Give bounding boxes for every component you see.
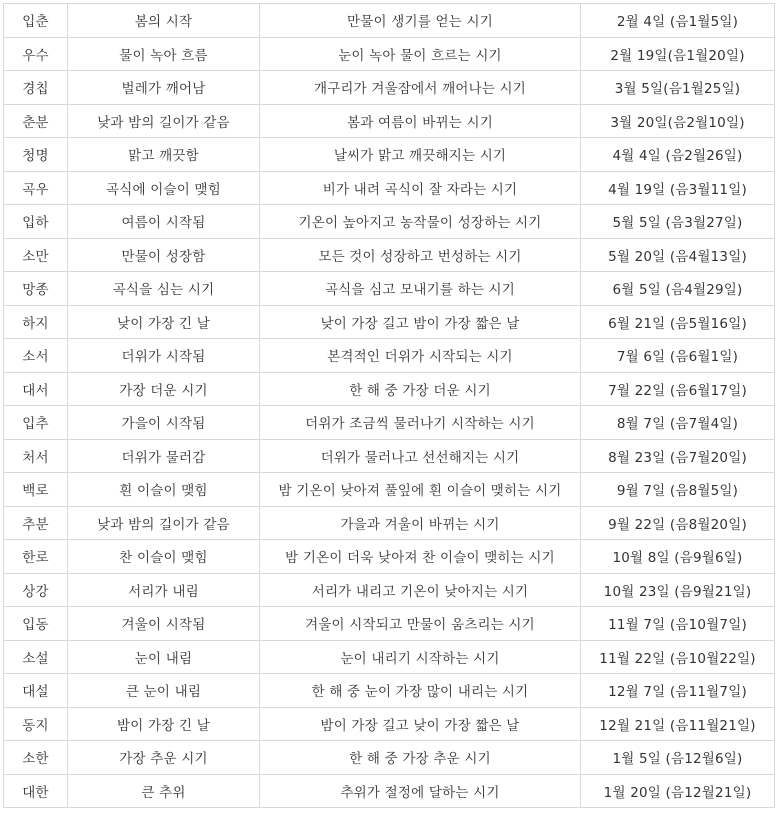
term-description-cell: 눈이 녹아 물이 흐르는 시기 <box>260 37 581 71</box>
table-row <box>4 205 775 239</box>
term-name-cell: 백로 <box>4 473 68 507</box>
term-name-cell: 소설 <box>4 640 68 674</box>
term-meaning-cell: 만물이 성장함 <box>68 238 260 272</box>
term-description-cell: 낮이 가장 길고 밤이 가장 짧은 날 <box>260 305 581 339</box>
term-date-cell: 11월 7일 (음10월7일) <box>581 607 775 641</box>
term-date-cell: 11월 22일 (음10월22일) <box>581 640 775 674</box>
term-date-cell: 2월 19일(음1월20일) <box>581 37 775 71</box>
table-row <box>4 674 775 708</box>
table-row <box>4 305 775 339</box>
term-description-cell: 밤 기온이 낮아져 풀잎에 흰 이슬이 맺히는 시기 <box>260 473 581 507</box>
term-description-cell: 밤 기온이 더욱 낮아져 찬 이슬이 맺히는 시기 <box>260 540 581 574</box>
term-date-cell: 3월 20일(음2월10일) <box>581 104 775 138</box>
term-description-cell: 서리가 내리고 기온이 낮아지는 시기 <box>260 573 581 607</box>
term-description-cell: 눈이 내리기 시작하는 시기 <box>260 640 581 674</box>
term-meaning-cell: 눈이 내림 <box>68 640 260 674</box>
table-row <box>4 37 775 71</box>
term-description-cell: 한 해 중 가장 더운 시기 <box>260 372 581 406</box>
term-meaning-cell: 곡식을 심는 시기 <box>68 272 260 306</box>
term-name-cell: 망종 <box>4 272 68 306</box>
term-meaning-cell: 봄의 시작 <box>68 4 260 38</box>
term-description-cell: 날씨가 맑고 깨끗해지는 시기 <box>260 138 581 172</box>
term-date-cell: 8월 23일 (음7월20일) <box>581 439 775 473</box>
table-row <box>4 138 775 172</box>
term-description-cell: 기온이 높아지고 농작물이 성장하는 시기 <box>260 205 581 239</box>
term-name-cell: 한로 <box>4 540 68 574</box>
term-date-cell: 3월 5일(음1월25일) <box>581 71 775 105</box>
term-meaning-cell: 낮과 밤의 길이가 같음 <box>68 506 260 540</box>
term-date-cell: 9월 22일 (음8월20일) <box>581 506 775 540</box>
term-date-cell: 8월 7일 (음7월4일) <box>581 406 775 440</box>
term-name-cell: 대설 <box>4 674 68 708</box>
term-name-cell: 소한 <box>4 741 68 775</box>
table-row <box>4 741 775 775</box>
term-date-cell: 7월 6일 (음6월1일) <box>581 339 775 373</box>
term-description-cell: 본격적인 더위가 시작되는 시기 <box>260 339 581 373</box>
term-description-cell: 곡식을 심고 모내기를 하는 시기 <box>260 272 581 306</box>
term-meaning-cell: 벌레가 깨어남 <box>68 71 260 105</box>
term-name-cell: 입춘 <box>4 4 68 38</box>
table-row <box>4 473 775 507</box>
table-row <box>4 707 775 741</box>
term-description-cell: 더위가 조금씩 물러나기 시작하는 시기 <box>260 406 581 440</box>
term-description-cell: 봄과 여름이 바뀌는 시기 <box>260 104 581 138</box>
term-name-cell: 곡우 <box>4 171 68 205</box>
term-meaning-cell: 낮이 가장 긴 날 <box>68 305 260 339</box>
term-date-cell: 1월 20일 (음12월21일) <box>581 774 775 808</box>
term-meaning-cell: 찬 이슬이 맺힘 <box>68 540 260 574</box>
term-meaning-cell: 더위가 시작됨 <box>68 339 260 373</box>
term-meaning-cell: 낮과 밤의 길이가 같음 <box>68 104 260 138</box>
term-date-cell: 10월 23일 (음9월21일) <box>581 573 775 607</box>
table-row <box>4 607 775 641</box>
term-name-cell: 청명 <box>4 138 68 172</box>
term-name-cell: 경칩 <box>4 71 68 105</box>
term-name-cell: 대서 <box>4 372 68 406</box>
term-meaning-cell: 가장 추운 시기 <box>68 741 260 775</box>
table-row <box>4 339 775 373</box>
table-row <box>4 540 775 574</box>
term-name-cell: 대한 <box>4 774 68 808</box>
table-row <box>4 573 775 607</box>
table-row <box>4 71 775 105</box>
table-row <box>4 774 775 808</box>
table-row <box>4 372 775 406</box>
term-name-cell: 입하 <box>4 205 68 239</box>
term-name-cell: 입동 <box>4 607 68 641</box>
term-meaning-cell: 밤이 가장 긴 날 <box>68 707 260 741</box>
table-row <box>4 439 775 473</box>
term-name-cell: 춘분 <box>4 104 68 138</box>
term-description-cell: 밤이 가장 길고 낮이 가장 짧은 날 <box>260 707 581 741</box>
term-description-cell: 더위가 물러나고 선선해지는 시기 <box>260 439 581 473</box>
term-name-cell: 처서 <box>4 439 68 473</box>
term-meaning-cell: 여름이 시작됨 <box>68 205 260 239</box>
term-meaning-cell: 겨울이 시작됨 <box>68 607 260 641</box>
solar-terms-table-container <box>3 3 774 808</box>
term-description-cell: 모든 것이 성장하고 번성하는 시기 <box>260 238 581 272</box>
term-name-cell: 추분 <box>4 506 68 540</box>
term-description-cell: 겨울이 시작되고 만물이 움츠리는 시기 <box>260 607 581 641</box>
table-row <box>4 406 775 440</box>
term-date-cell: 5월 5일 (음3월27일) <box>581 205 775 239</box>
term-description-cell: 추위가 절정에 달하는 시기 <box>260 774 581 808</box>
table-row <box>4 104 775 138</box>
term-date-cell: 1월 5일 (음12월6일) <box>581 741 775 775</box>
term-meaning-cell: 더위가 물러감 <box>68 439 260 473</box>
term-description-cell: 개구리가 겨울잠에서 깨어나는 시기 <box>260 71 581 105</box>
table-body <box>4 4 775 808</box>
table-row <box>4 272 775 306</box>
term-name-cell: 소서 <box>4 339 68 373</box>
term-meaning-cell: 큰 눈이 내림 <box>68 674 260 708</box>
term-date-cell: 12월 7일 (음11월7일) <box>581 674 775 708</box>
table-row <box>4 506 775 540</box>
term-description-cell: 한 해 중 눈이 가장 많이 내리는 시기 <box>260 674 581 708</box>
term-meaning-cell: 맑고 깨끗함 <box>68 138 260 172</box>
table-row <box>4 238 775 272</box>
table-row <box>4 640 775 674</box>
term-date-cell: 10월 8일 (음9월6일) <box>581 540 775 574</box>
term-date-cell: 4월 19일 (음3월11일) <box>581 171 775 205</box>
term-name-cell: 우수 <box>4 37 68 71</box>
term-meaning-cell: 흰 이슬이 맺힘 <box>68 473 260 507</box>
term-date-cell: 6월 5일 (음4월29일) <box>581 272 775 306</box>
term-meaning-cell: 가을이 시작됨 <box>68 406 260 440</box>
solar-terms-table <box>3 3 775 808</box>
term-meaning-cell: 서리가 내림 <box>68 573 260 607</box>
term-description-cell: 만물이 생기를 얻는 시기 <box>260 4 581 38</box>
term-meaning-cell: 가장 더운 시기 <box>68 372 260 406</box>
term-name-cell: 상강 <box>4 573 68 607</box>
term-date-cell: 9월 7일 (음8월5일) <box>581 473 775 507</box>
term-name-cell: 소만 <box>4 238 68 272</box>
term-meaning-cell: 물이 녹아 흐름 <box>68 37 260 71</box>
term-description-cell: 한 해 중 가장 추운 시기 <box>260 741 581 775</box>
term-date-cell: 12월 21일 (음11월21일) <box>581 707 775 741</box>
term-meaning-cell: 곡식에 이슬이 맺힘 <box>68 171 260 205</box>
term-date-cell: 6월 21일 (음5월16일) <box>581 305 775 339</box>
term-description-cell: 비가 내려 곡식이 잘 자라는 시기 <box>260 171 581 205</box>
term-name-cell: 입추 <box>4 406 68 440</box>
term-date-cell: 7월 22일 (음6월17일) <box>581 372 775 406</box>
term-date-cell: 2월 4일 (음1월5일) <box>581 4 775 38</box>
term-name-cell: 하지 <box>4 305 68 339</box>
term-meaning-cell: 큰 추위 <box>68 774 260 808</box>
table-row <box>4 171 775 205</box>
term-date-cell: 5월 20일 (음4월13일) <box>581 238 775 272</box>
table-row <box>4 4 775 38</box>
term-date-cell: 4월 4일 (음2월26일) <box>581 138 775 172</box>
term-description-cell: 가을과 겨울이 바뀌는 시기 <box>260 506 581 540</box>
term-name-cell: 동지 <box>4 707 68 741</box>
